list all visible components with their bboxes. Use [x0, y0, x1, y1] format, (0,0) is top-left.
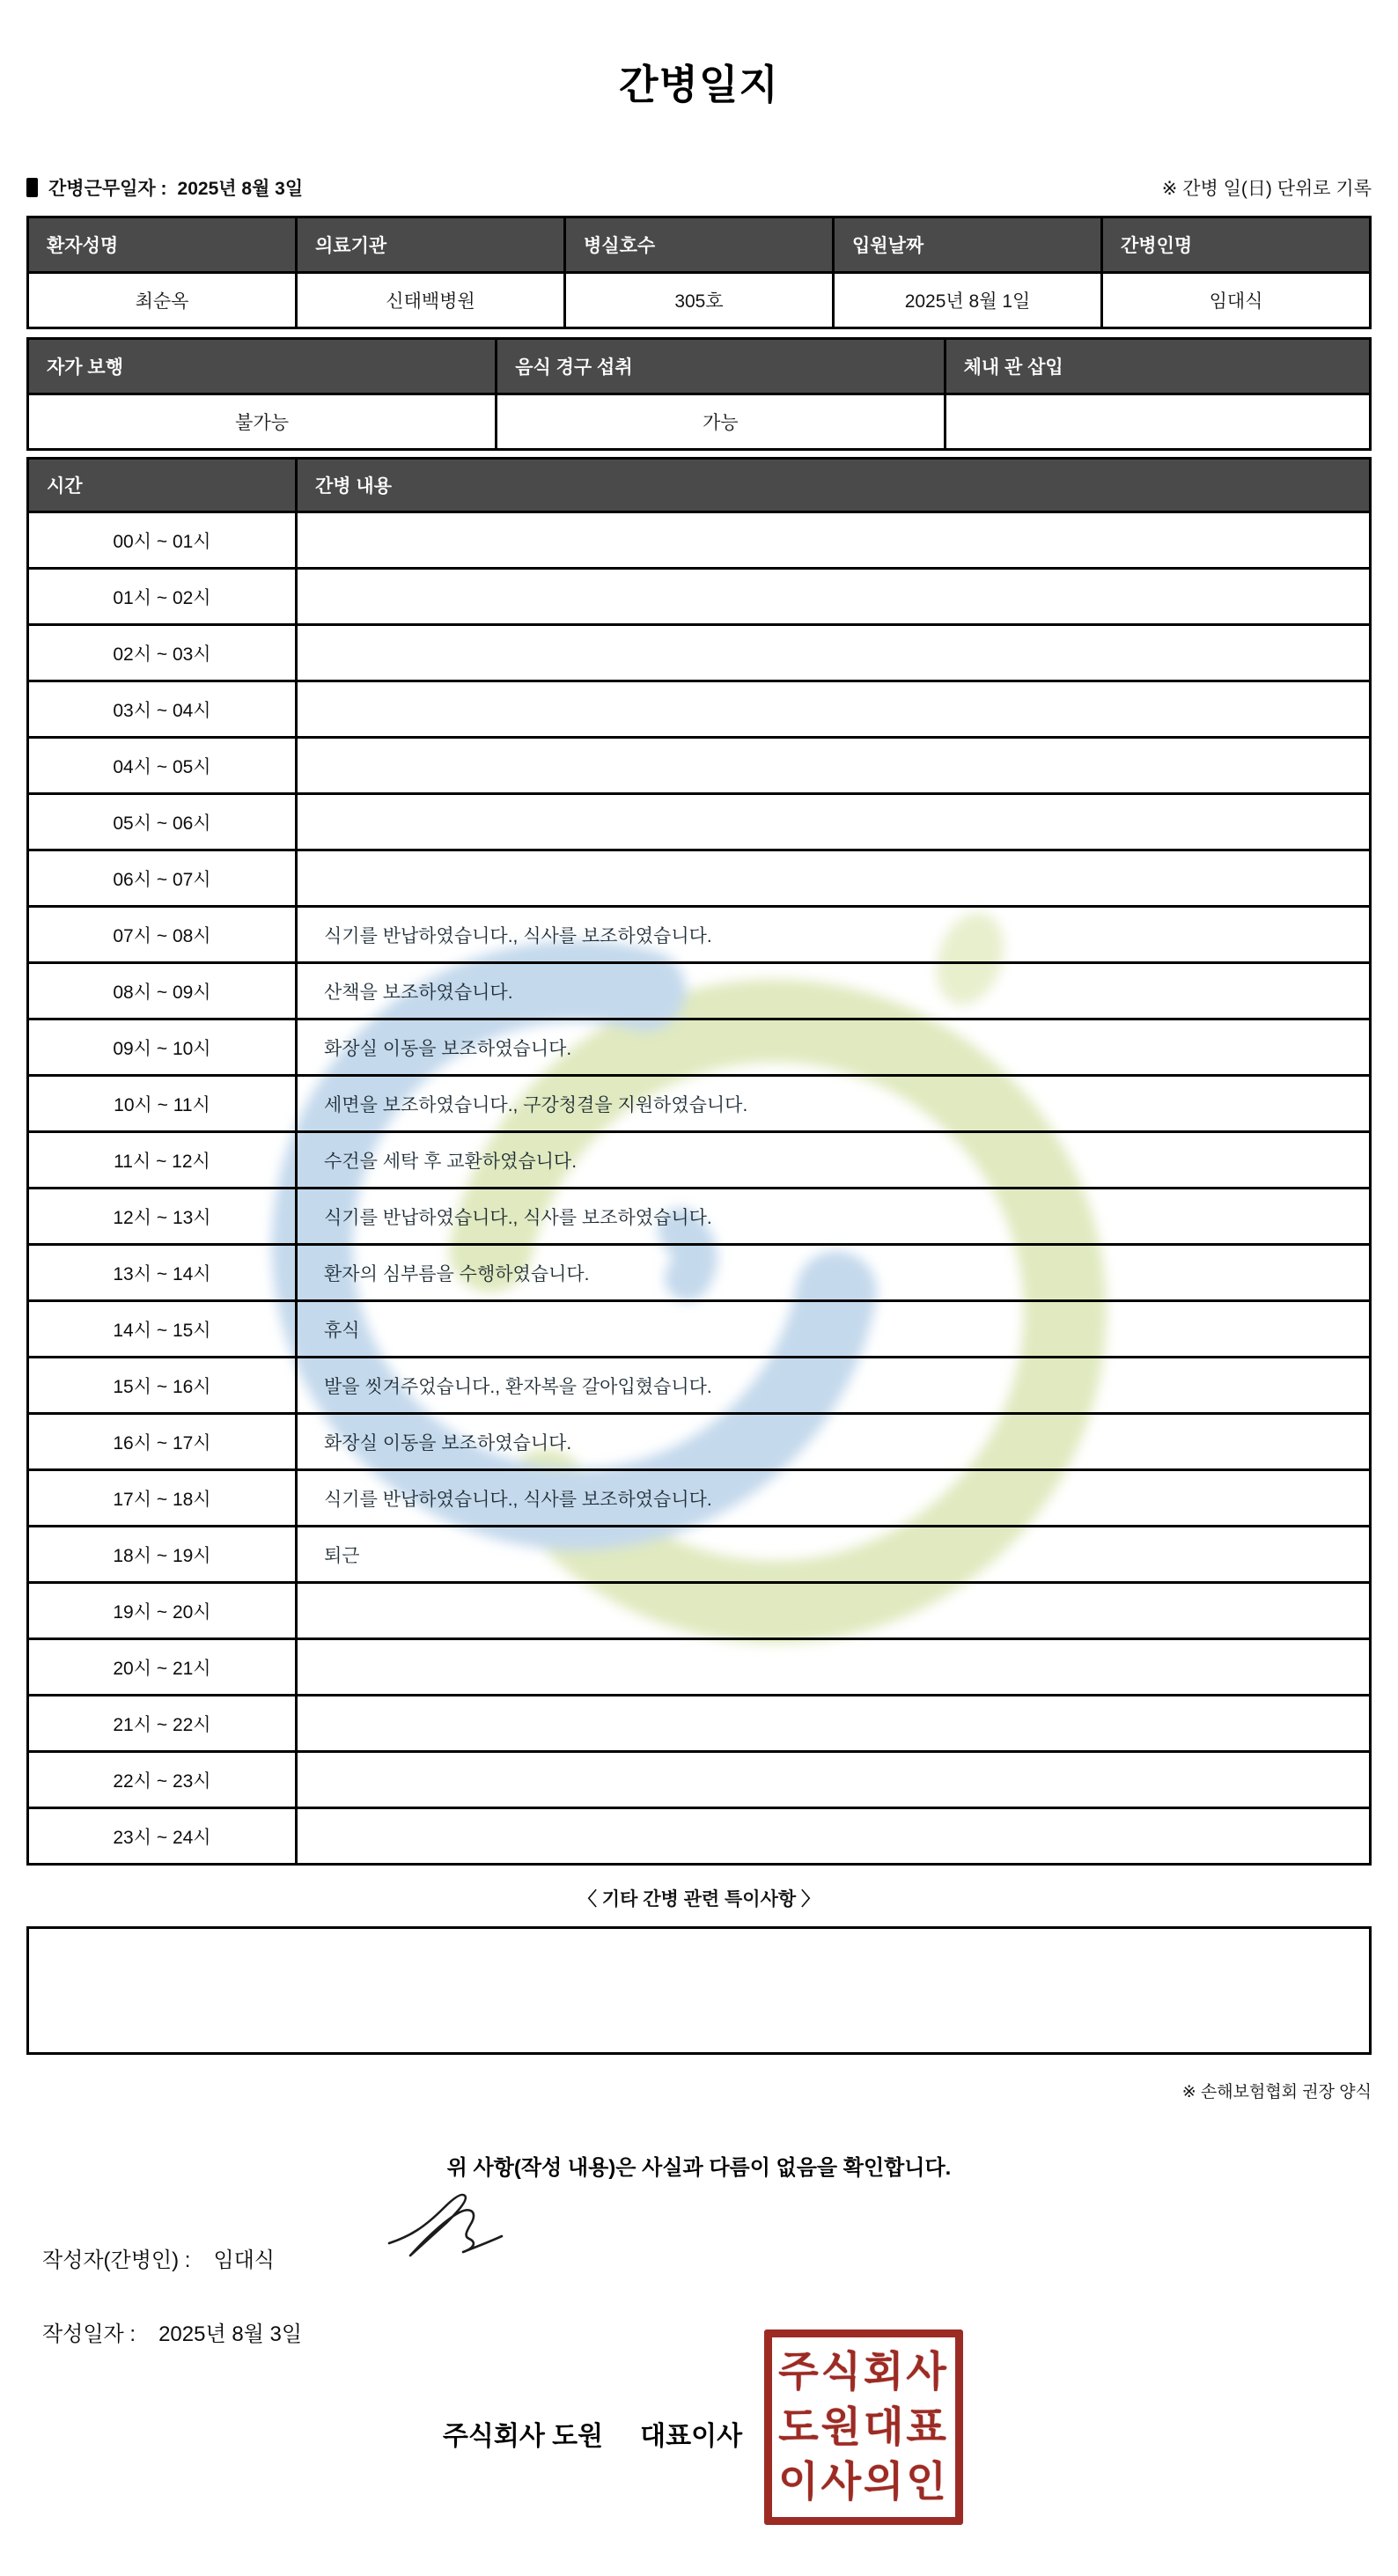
- time-cell: 08시 ~ 09시: [28, 963, 297, 1019]
- schedule-row: [28, 1808, 1371, 1865]
- care-content-cell: [297, 1752, 1371, 1808]
- schedule-row: [28, 794, 1371, 850]
- work-date-value: 2025년 8월 3일: [177, 179, 304, 199]
- written-date-label: 작성일자 :: [42, 2322, 136, 2346]
- stamp-row-2: 도원대표: [778, 2403, 949, 2450]
- care-content-cell: [297, 738, 1371, 794]
- care-content-cell: 산책을 보조하였습니다.: [297, 963, 1371, 1019]
- care-content-cell: [297, 1583, 1371, 1639]
- header-tube-insertion: 체내 관 삽입: [945, 339, 1370, 394]
- time-cell: 05시 ~ 06시: [28, 794, 297, 850]
- header-admission-date: 입원날짜: [834, 217, 1102, 273]
- time-cell: 13시 ~ 14시: [28, 1245, 297, 1301]
- time-cell: 18시 ~ 19시: [28, 1527, 297, 1583]
- header-medical-institution: 의료기관: [297, 217, 565, 273]
- time-cell: 04시 ~ 05시: [28, 738, 297, 794]
- header-oral-intake: 음식 경구 섭취: [497, 339, 945, 394]
- daily-record-note: ※ 간병 일(日) 단위로 기록: [1161, 179, 1372, 199]
- care-content-cell: 퇴근: [297, 1527, 1371, 1583]
- care-content-cell: [297, 681, 1371, 738]
- schedule-row: [28, 850, 1371, 907]
- company-name: 주식회사 도원: [442, 2422, 604, 2451]
- schedule-row: [28, 963, 1371, 1019]
- stamp-row-1: 주식회사: [778, 2348, 949, 2396]
- value-patient-name: 최순옥: [28, 273, 297, 328]
- time-cell: 20시 ~ 21시: [28, 1639, 297, 1696]
- value-admission-date: 2025년 8월 1일: [834, 273, 1102, 328]
- care-content-cell: 식기를 반납하였습니다., 식사를 보조하였습니다.: [297, 907, 1371, 963]
- care-content-cell: 발을 씻겨주었습니다., 환자복을 갈아입혔습니다.: [297, 1358, 1371, 1414]
- value-room-number: 305호: [565, 273, 834, 328]
- time-cell: 09시 ~ 10시: [28, 1019, 297, 1076]
- time-cell: 00시 ~ 01시: [28, 512, 297, 569]
- time-cell: 23시 ~ 24시: [28, 1808, 297, 1865]
- care-content-cell: 환자의 심부름을 수행하였습니다.: [297, 1245, 1371, 1301]
- schedule-row: [28, 738, 1371, 794]
- time-cell: 21시 ~ 22시: [28, 1696, 297, 1752]
- time-cell: 10시 ~ 11시: [28, 1076, 297, 1132]
- time-cell: 01시 ~ 02시: [28, 569, 297, 625]
- time-cell: 16시 ~ 17시: [28, 1414, 297, 1470]
- ceo-title: 대표이사: [640, 2422, 743, 2451]
- time-cell: 22시 ~ 23시: [28, 1752, 297, 1808]
- care-schedule-table: [26, 457, 1372, 1866]
- value-medical-institution: 신태백병원: [297, 273, 565, 328]
- bullet-square-icon: [26, 178, 38, 197]
- schedule-row: [28, 907, 1371, 963]
- care-content-cell: [297, 569, 1371, 625]
- care-content-cell: 식기를 반납하였습니다., 식사를 보조하였습니다.: [297, 1189, 1371, 1245]
- care-content-cell: [297, 794, 1371, 850]
- time-cell: 19시 ~ 20시: [28, 1583, 297, 1639]
- header-caregiver-name: 간병인명: [1102, 217, 1371, 273]
- schedule-row: [28, 1132, 1371, 1189]
- care-content-cell: [297, 1808, 1371, 1865]
- time-cell: 14시 ~ 15시: [28, 1301, 297, 1358]
- written-date-value: 2025년 8월 3일: [158, 2322, 303, 2346]
- status-header-row: [28, 339, 1371, 394]
- stamp-row-3: 이사의인: [778, 2458, 949, 2506]
- schedule-row: [28, 1189, 1371, 1245]
- patient-status-table: [26, 337, 1372, 451]
- work-date-line: [26, 174, 303, 201]
- value-oral-intake: 가능: [497, 394, 945, 450]
- header-time: 시간: [28, 459, 297, 512]
- schedule-row: [28, 1583, 1371, 1639]
- writer-row: [42, 2242, 1398, 2273]
- writer-name: 임대식: [213, 2248, 275, 2272]
- care-content-cell: 식기를 반납하였습니다., 식사를 보조하였습니다.: [297, 1470, 1371, 1527]
- time-cell: 03시 ~ 04시: [28, 681, 297, 738]
- care-content-cell: 수건을 세탁 후 교환하였습니다.: [297, 1132, 1371, 1189]
- schedule-row: [28, 1019, 1371, 1076]
- care-content-cell: 세면을 보조하였습니다., 구강청결을 지원하였습니다.: [297, 1076, 1371, 1132]
- schedule-row: [28, 625, 1371, 681]
- schedule-row: [28, 1245, 1371, 1301]
- schedule-row: [28, 512, 1371, 569]
- writer-label: 작성자(간병인) :: [42, 2248, 191, 2272]
- header-room-number: 병실호수: [565, 217, 834, 273]
- insurance-form-note: ※ 손해보험협회 권장 양식: [1181, 2083, 1372, 2101]
- value-tube-insertion: [945, 394, 1370, 450]
- header-patient-name: 환자성명: [28, 217, 297, 273]
- time-cell: 07시 ~ 08시: [28, 907, 297, 963]
- patient-info-header-row: [28, 217, 1371, 273]
- care-content-cell: [297, 512, 1371, 569]
- status-value-row: [28, 394, 1371, 450]
- care-content-cell: [297, 850, 1371, 907]
- patient-info-value-row: [28, 273, 1371, 328]
- schedule-header-row: [28, 459, 1371, 512]
- schedule-row: [28, 1470, 1371, 1527]
- schedule-row: [28, 681, 1371, 738]
- value-self-walking: 불가능: [28, 394, 497, 450]
- page-title: 간병일지: [619, 62, 779, 107]
- time-cell: 02시 ~ 03시: [28, 625, 297, 681]
- schedule-row: [28, 1752, 1371, 1808]
- schedule-row: [28, 1301, 1371, 1358]
- care-content-cell: [297, 625, 1371, 681]
- work-date-label: 간병근무일자 :: [48, 179, 167, 199]
- written-date-row: [42, 2316, 1398, 2347]
- care-content-cell: 화장실 이동을 보조하였습니다.: [297, 1414, 1371, 1470]
- corporate-seal-stamp: [764, 2329, 963, 2525]
- patient-info-table: [26, 216, 1372, 329]
- header-self-walking: 자가 보행: [28, 339, 497, 394]
- header-care-content: 간병 내용: [297, 459, 1371, 512]
- notes-section-label: 〈 기타 간병 관련 특이사항 〉: [578, 1889, 820, 1910]
- caregiver-signature: [386, 2185, 509, 2273]
- schedule-row: [28, 1527, 1371, 1583]
- time-cell: 12시 ~ 13시: [28, 1189, 297, 1245]
- schedule-row: [28, 1076, 1371, 1132]
- care-content-cell: [297, 1639, 1371, 1696]
- schedule-row: [28, 1639, 1371, 1696]
- value-caregiver-name: 임대식: [1102, 273, 1371, 328]
- time-cell: 17시 ~ 18시: [28, 1470, 297, 1527]
- care-content-cell: 화장실 이동을 보조하였습니다.: [297, 1019, 1371, 1076]
- schedule-body: [28, 512, 1371, 1865]
- time-cell: 11시 ~ 12시: [28, 1132, 297, 1189]
- meta-row: [26, 174, 1372, 201]
- company-ceo-line: [0, 2414, 1185, 2453]
- time-cell: 15시 ~ 16시: [28, 1358, 297, 1414]
- time-cell: 06시 ~ 07시: [28, 850, 297, 907]
- notes-box: [26, 1926, 1372, 2055]
- care-content-cell: 휴식: [297, 1301, 1371, 1358]
- care-content-cell: [297, 1696, 1371, 1752]
- schedule-row: [28, 1358, 1371, 1414]
- schedule-row: [28, 569, 1371, 625]
- schedule-row: [28, 1696, 1371, 1752]
- confirmation-statement: 위 사항(작성 내용)은 사실과 다름이 없음을 확인합니다.: [446, 2156, 952, 2180]
- schedule-row: [28, 1414, 1371, 1470]
